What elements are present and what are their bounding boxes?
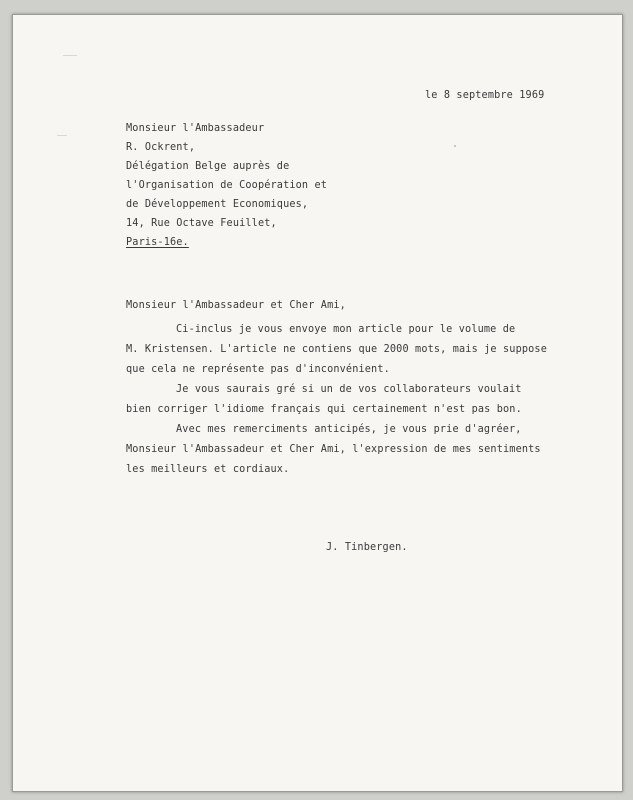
body-line: Monsieur l'Ambassadeur et Cher Ami, l'expression de mes sentiments — [126, 444, 541, 455]
body-line: les meilleurs et cordiaux. — [126, 464, 290, 475]
salutation: Monsieur l'Ambassadeur et Cher Ami, — [126, 300, 346, 311]
body-line: Avec mes remerciments anticipés, je vous prie d'agréer, — [176, 424, 522, 435]
address-line: R. Ockrent, — [126, 142, 196, 153]
body-line: M. Kristensen. L'article ne contiens que 2000 mots, mais je suppose — [126, 344, 547, 355]
paper-mark — [63, 55, 77, 56]
address-line: 14, Rue Octave Feuillet, — [126, 218, 277, 229]
body-line: que cela ne représente pas d'inconvénient. — [126, 364, 390, 375]
body-line: Ci-inclus je vous envoye mon article pour le volume de — [176, 324, 516, 335]
letter-date: le 8 septembre 1969 — [425, 90, 545, 101]
address-line: de Développement Economiques, — [126, 199, 309, 210]
signature: J. Tinbergen. — [326, 542, 408, 553]
address-line: l'Organisation de Coopération et — [126, 180, 328, 191]
address-line: Monsieur l'Ambassadeur — [126, 123, 265, 134]
body-line: bien corriger l'idiome français qui certainement n'est pas bon. — [126, 404, 522, 415]
address-city: Paris-16e. — [126, 237, 189, 248]
letter-page — [12, 14, 623, 792]
paper-mark — [57, 135, 67, 136]
body-line: Je vous saurais gré si un de vos collaborateurs voulait — [176, 384, 522, 395]
address-line: Délégation Belge auprès de — [126, 161, 290, 172]
paper-speck — [454, 145, 456, 147]
